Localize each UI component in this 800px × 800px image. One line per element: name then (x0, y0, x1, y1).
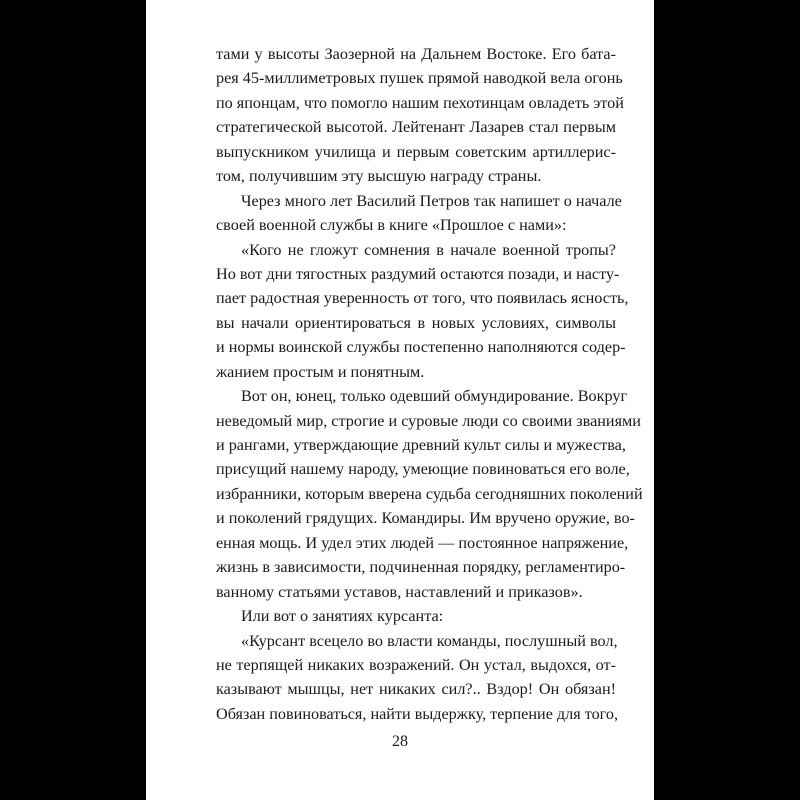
text-line: казывают мышцы, нет никаких сил?.. Вздор! Он обязан! (216, 680, 616, 699)
text-line: и поколений грядущих. Командиры. Им вручено оружие, во- (216, 509, 635, 528)
text-line: вы начали ориентироваться в новых условиях, символы (216, 313, 616, 332)
text-line: неведомый мир, строгие и суровые люди со своими званиями (216, 411, 641, 430)
text-line: выпускником училища и первым советским артиллерис- (216, 142, 616, 161)
text-line: жизнь в зависимости, подчиненная порядку, регламентиро- (216, 558, 626, 577)
text-line: своей военной службы в книге «Прошлое с нами»: (216, 216, 567, 235)
text-line: жанием простым и понятным. (216, 362, 425, 381)
text-line: Или вот о занятиях курсанта: (241, 607, 444, 626)
text-line: пает радостная уверенность от того, что появилась ясность, (216, 289, 629, 308)
text-line: и рангами, утверждающие древний культ силы и мужества, (216, 436, 626, 454)
text-line: Но вот дни тягостных раздумий остаются позади, и насту- (216, 264, 620, 283)
text-line: избранники, которым вверена судьба сегодняшних поколений (216, 484, 643, 503)
text-line: Обязан повиноваться, найти выдержку, терпение для того, (216, 704, 619, 723)
text-line: присущий нашему народу, умеющие повиноваться его воле, (216, 460, 630, 479)
book-page (146, 0, 654, 800)
text-line: ванному статьями уставов, наставлений и приказов». (216, 582, 583, 601)
text-line: и нормы воинской службы постепенно наполняются содер- (216, 338, 626, 357)
text-line: тами у высоты Заозерной на Дальнем Востоке. Его бата- (216, 45, 616, 63)
text-line: не терпящей никаких возражений. Он устал, выдохся, от- (216, 655, 616, 674)
text-line: «Кого не гложут сомнения в начале военной тропы? (241, 240, 616, 259)
text-line: том, получившим эту высшую награду страны. (216, 167, 542, 186)
text-line: Вот он, юнец, только одевший обмундирование. Вокруг (241, 387, 628, 406)
text-line: «Курсант всецело во власти команды, послушный вол, (241, 631, 618, 650)
text-line: рея 45-миллиметровых пушек прямой наводкой вела огонь (216, 69, 623, 88)
text-line: стратегической высотой. Лейтенант Лазарев стал первым (216, 118, 616, 137)
body-text (216, 42, 643, 726)
text-line: по японцам, что помогло нашим пехотинцам овладеть этой (216, 93, 624, 112)
text-line: Через много лет Василий Петров так напишет о начале (241, 191, 622, 210)
page-number: 28 (392, 733, 408, 750)
text-line: енная мощь. И удел этих людей — постоянное напряжение, (216, 533, 629, 552)
